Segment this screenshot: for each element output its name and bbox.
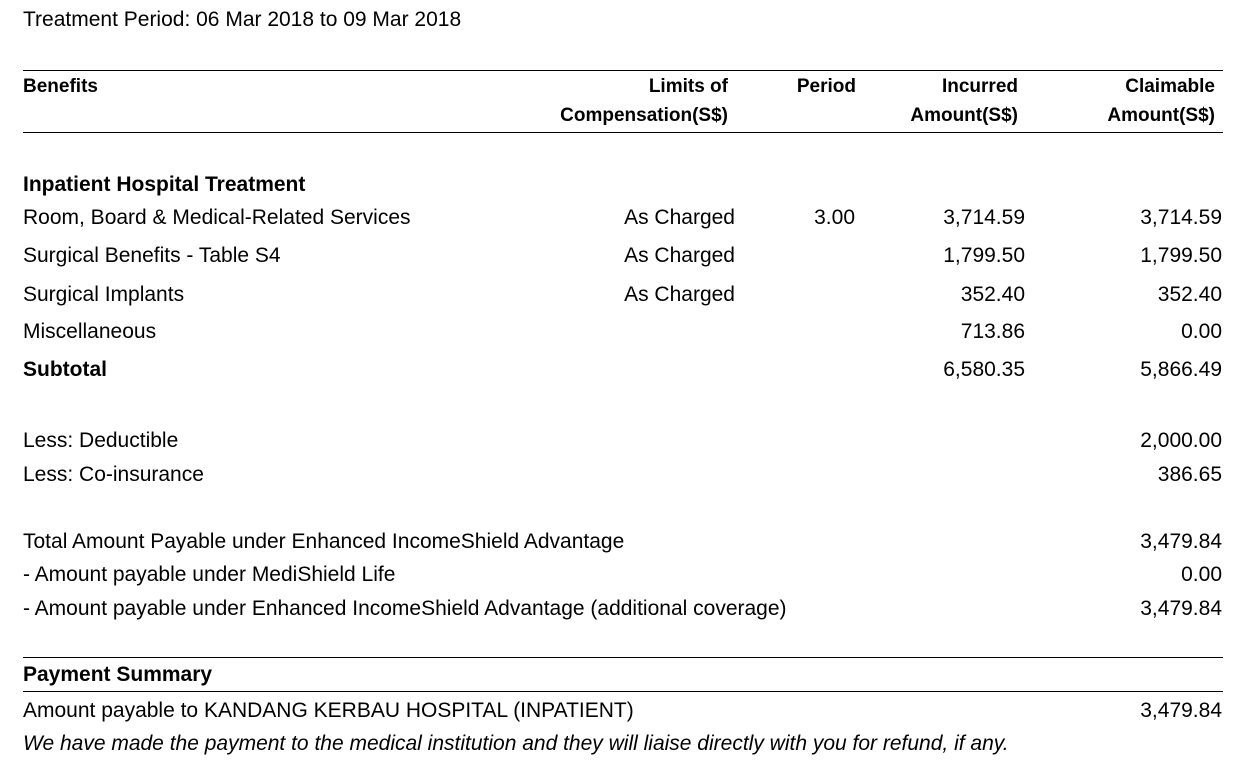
deduction-amount: 2,000.00 [1140, 429, 1222, 452]
payable-amount: 0.00 [1181, 563, 1222, 586]
payment-summary-title: Payment Summary [23, 663, 213, 686]
row-period: 3.00 [814, 206, 855, 229]
row-claimable: 1,799.50 [1140, 244, 1222, 267]
row-incurred: 3,714.59 [943, 206, 1025, 229]
row-benefit: Surgical Benefits - Table S4 [23, 244, 281, 267]
row-benefit: Surgical Implants [23, 283, 185, 306]
treatment-period: Treatment Period: 06 Mar 2018 to 09 Mar 2018 [23, 8, 462, 31]
row-claimable: 3,714.59 [1140, 206, 1222, 229]
col-header-incurred-line1: Incurred [941, 76, 1018, 97]
payee-amount: 3,479.84 [1140, 699, 1222, 722]
row-benefit: Miscellaneous [23, 320, 157, 343]
section-title: Inpatient Hospital Treatment [23, 173, 306, 196]
col-header-limits-line2: Compensation(S$) [560, 105, 728, 126]
col-header-claimable-line2: Amount(S$) [1107, 105, 1215, 126]
payee-label: Amount payable to KANDANG KERBAU HOSPITAL (INPATIENT) [23, 699, 634, 722]
payment-summary-top-rule [23, 657, 1223, 658]
col-header-claimable-line1: Claimable [1125, 76, 1215, 97]
subtotal-label: Subtotal [23, 358, 107, 381]
table-top-rule [23, 70, 1223, 71]
deduction-label: Less: Deductible [23, 429, 179, 452]
row-claimable: 0.00 [1181, 320, 1222, 343]
payment-summary-rule [23, 691, 1223, 692]
payable-label: - Amount payable under MediShield Life [23, 563, 396, 586]
col-header-limits-line1: Limits of [648, 76, 728, 97]
col-header-period: Period [796, 76, 856, 97]
col-header-incurred-line2: Amount(S$) [910, 105, 1018, 126]
row-incurred: 713.86 [960, 320, 1025, 343]
deduction-amount: 386.65 [1157, 463, 1222, 486]
row-limit: As Charged [624, 283, 735, 306]
row-incurred: 1,799.50 [943, 244, 1025, 267]
subtotal-claimable: 5,866.49 [1140, 358, 1222, 381]
payment-note: We have made the payment to the medical institution and they will liaise directly with you for refund, if any. [23, 732, 1009, 755]
payable-label: Total Amount Payable under Enhanced IncomeShield Advantage [23, 530, 625, 553]
payable-amount: 3,479.84 [1140, 530, 1222, 553]
col-header-benefits: Benefits [23, 76, 98, 97]
row-benefit: Room, Board & Medical-Related Services [23, 206, 411, 229]
table-header-rule [23, 132, 1223, 133]
subtotal-incurred: 6,580.35 [943, 358, 1025, 381]
payable-amount: 3,479.84 [1140, 597, 1222, 620]
payable-label: - Amount payable under Enhanced IncomeShield Advantage (additional coverage) [23, 597, 787, 620]
deduction-label: Less: Co-insurance [23, 463, 204, 486]
row-limit: As Charged [624, 244, 735, 267]
row-claimable: 352.40 [1157, 283, 1222, 306]
row-incurred: 352.40 [960, 283, 1025, 306]
row-limit: As Charged [624, 206, 735, 229]
